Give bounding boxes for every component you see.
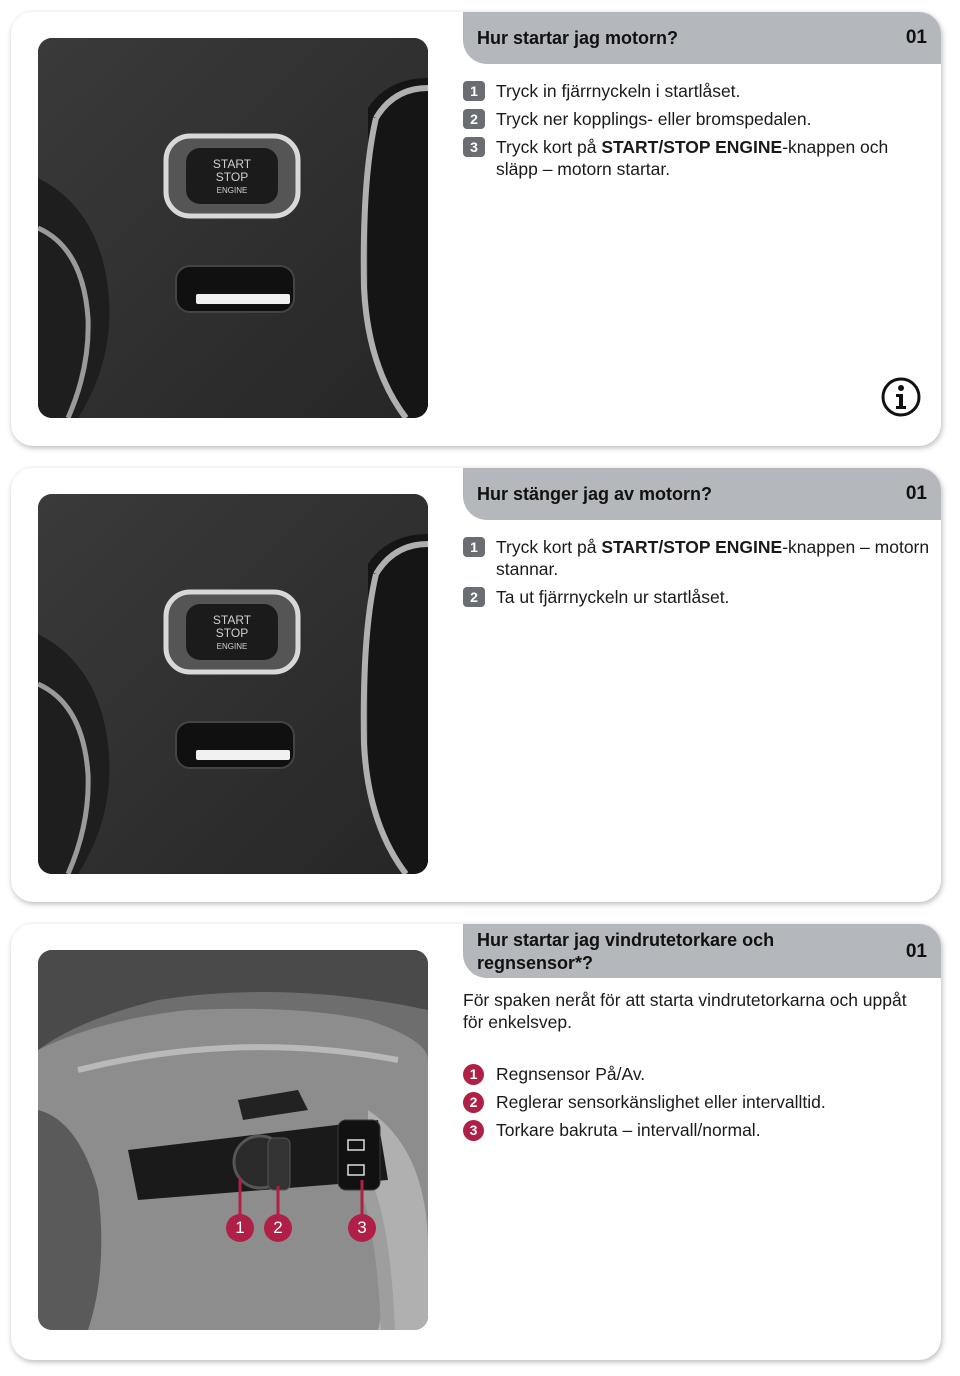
step-badge: 1: [463, 81, 485, 101]
button-text-start: START: [212, 613, 252, 627]
section-title: Hur startar jag motorn?: [477, 28, 679, 48]
section-title: Hur stänger jag av motorn?: [477, 484, 713, 504]
section-header: [463, 12, 941, 64]
section-header: [463, 468, 941, 520]
wiper-stalk-photo: [38, 950, 428, 1330]
section-header: [463, 924, 941, 978]
start-stop-button-photo: [38, 38, 428, 418]
list-item: 2 Reglerar sensorkänslighet eller intervalltid.: [463, 1091, 933, 1113]
step-badge: 2: [463, 1092, 484, 1113]
list-item: 3 Torkare bakruta – intervall/normal.: [463, 1119, 933, 1141]
list-item: 1 Tryck kort på START/STOP ENGINE-knappen – motorn stannar.: [463, 536, 933, 580]
callout-3: 3: [348, 1214, 376, 1242]
step-badge: 3: [463, 137, 485, 157]
start-stop-label: START/STOP ENGINE: [601, 137, 783, 157]
step-list: [463, 536, 933, 614]
step-badge: 1: [463, 1064, 484, 1085]
step-badge: 1: [463, 537, 485, 557]
list-item: 1 Regnsensor På/Av.: [463, 1063, 933, 1085]
card-wipers: [11, 924, 941, 1360]
callout-1: 1: [226, 1214, 254, 1242]
start-stop-label: START/STOP ENGINE: [601, 537, 783, 557]
section-number: 01: [905, 941, 927, 962]
button-text-stop: STOP: [215, 170, 249, 184]
list-item: 1 Tryck in fjärrnyckeln i startlåset.: [463, 80, 933, 102]
intro-text: För spaken neråt för att starta vindrutetorkarna och uppåt för enkelsvep.: [463, 990, 907, 1032]
button-text-stop: STOP: [215, 626, 249, 640]
section-number: 01: [905, 27, 927, 48]
step-list: [463, 80, 933, 186]
step-list: [463, 1063, 933, 1147]
callout-2: 2: [264, 1214, 292, 1242]
card-start-engine: [11, 12, 941, 446]
section-number: 01: [905, 483, 927, 504]
section-title-line1: Hur startar jag vindrutetorkare och: [477, 930, 775, 950]
button-text-engine: ENGINE: [216, 642, 248, 651]
button-text-start: START: [212, 157, 252, 171]
step-badge: 2: [463, 587, 485, 607]
start-stop-button-photo: [38, 494, 428, 874]
list-item: 2 Ta ut fjärrnyckeln ur startlåset.: [463, 586, 933, 608]
list-item: 3 Tryck kort på START/STOP ENGINE-knappen och släpp – motorn startar.: [463, 136, 933, 180]
list-item: 2 Tryck ner kopplings- eller bromspedalen.: [463, 108, 933, 130]
section-title-line2: regnsensor*?: [477, 953, 594, 973]
step-badge: 2: [463, 109, 485, 129]
card-stop-engine: [11, 468, 941, 902]
info-icon: [881, 377, 921, 417]
section-title: [477, 929, 774, 975]
button-text-engine: ENGINE: [216, 186, 248, 195]
step-badge: 3: [463, 1120, 484, 1141]
